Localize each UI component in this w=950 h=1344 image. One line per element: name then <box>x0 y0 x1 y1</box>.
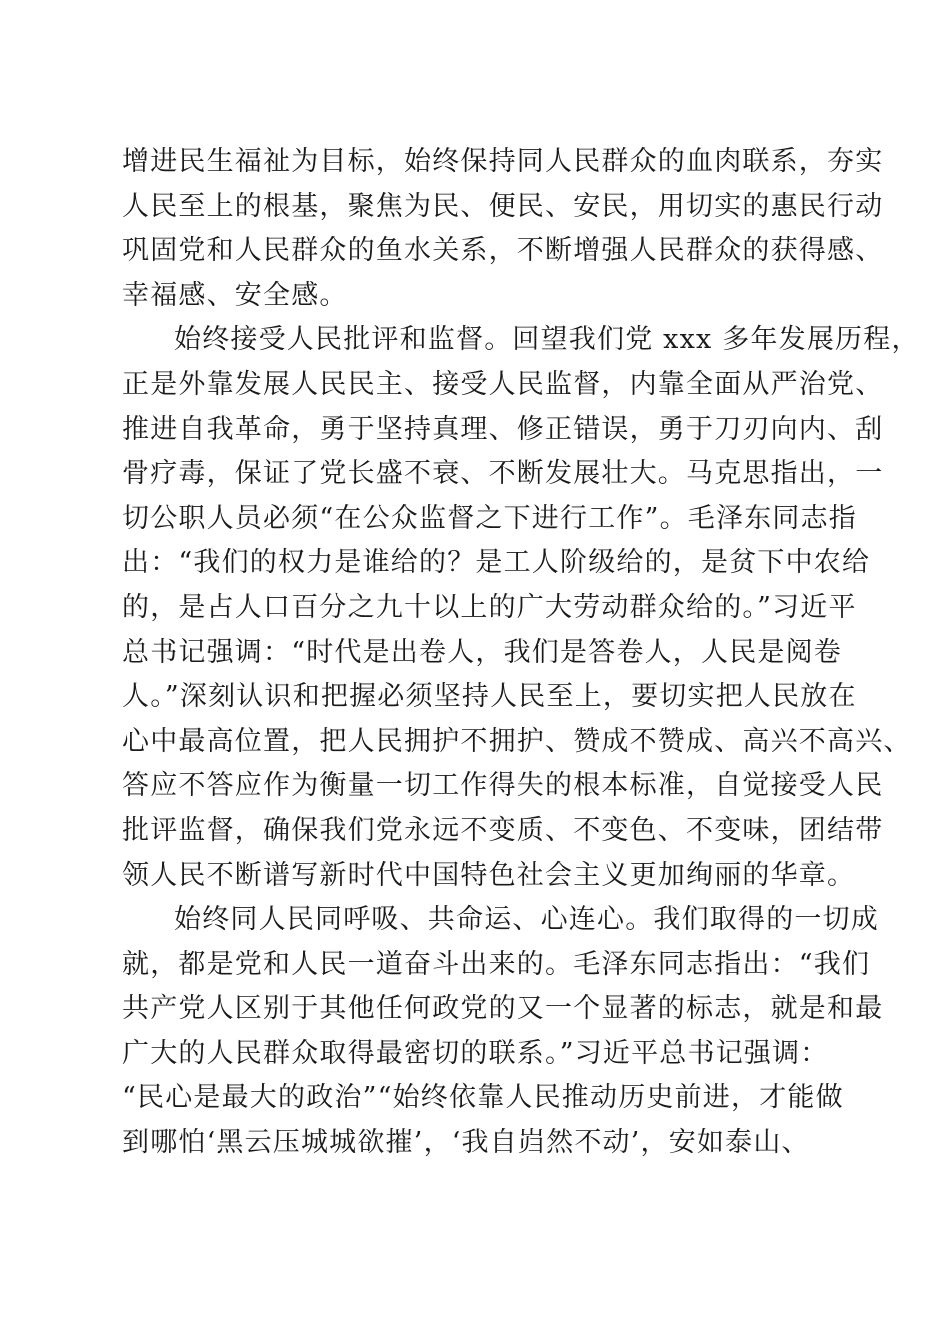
text-line: 广大的人民群众取得最密切的联系。”习近平总书记强调： <box>122 1037 829 1069</box>
text-line: “民心是最大的政治”“始终依靠人民推动历史前进，才能做 <box>122 1082 844 1114</box>
text-line: 正是外靠发展人民民主、接受人民监督，内靠全面从严治党、 <box>122 368 884 400</box>
text-line: 批评监督，确保我们党永远不变质、不变色、不变味，团结带 <box>122 814 884 846</box>
text-line: 心中最高位置，把人民拥护不拥护、赞成不赞成、高兴不高兴、 <box>122 725 912 757</box>
paragraph-start-line: 始终接受人民批评和监督。回望我们党 xxx 多年发展历程， <box>174 324 920 356</box>
text-line: 就，都是党和人民一道奋斗出来的。毛泽东同志指出：“我们 <box>122 948 871 980</box>
text-line: 的，是占人口百分之九十以上的广大劳动群众给的。”习近平 <box>122 591 857 623</box>
document-body <box>122 140 920 1166</box>
text-line: 出：“我们的权力是谁给的？是工人阶级给的，是贫下中农给 <box>122 547 871 579</box>
text-line: 答应不答应作为衡量一切工作得失的根本标准，自觉接受人民 <box>122 770 884 802</box>
text-line: 骨疗毒，保证了党长盛不衰、不断发展壮大。马克思指出，一 <box>122 458 884 490</box>
text-line: 领人民不断谱写新时代中国特色社会主义更加绚丽的华章。 <box>122 859 856 891</box>
text-line: 巩固党和人民群众的鱼水关系，不断增强人民群众的获得感、 <box>122 235 884 267</box>
text-line: 幸福感、安全感。 <box>122 279 348 311</box>
text-line: 推进自我革命，勇于坚持真理、修正错误，勇于刀刃向内、刮 <box>122 413 884 445</box>
text-line: 共产党人区别于其他任何政党的又一个显著的标志，就是和最 <box>122 993 884 1025</box>
text-line: 人。”深刻认识和把握必须坚持人民至上，要切实把人民放在 <box>122 681 857 713</box>
text-line: 人民至上的根基，聚焦为民、便民、安民，用切实的惠民行动 <box>122 190 884 222</box>
text-line: 到哪怕‘黑云压城城欲摧’，‘我自岿然不动’，安如泰山、 <box>122 1127 810 1159</box>
text-line: 增进民生福祉为目标，始终保持同人民群众的血肉联系，夯实 <box>122 146 884 177</box>
paragraph-start-line: 始终同人民同呼吸、共命运、心连心。我们取得的一切成 <box>174 904 879 936</box>
text-line: 总书记强调：“时代是出卷人，我们是答卷人，人民是阅卷 <box>122 636 843 668</box>
text-line: 切公职人员必须“在公众监督之下进行工作”。毛泽东同志指 <box>122 502 858 534</box>
